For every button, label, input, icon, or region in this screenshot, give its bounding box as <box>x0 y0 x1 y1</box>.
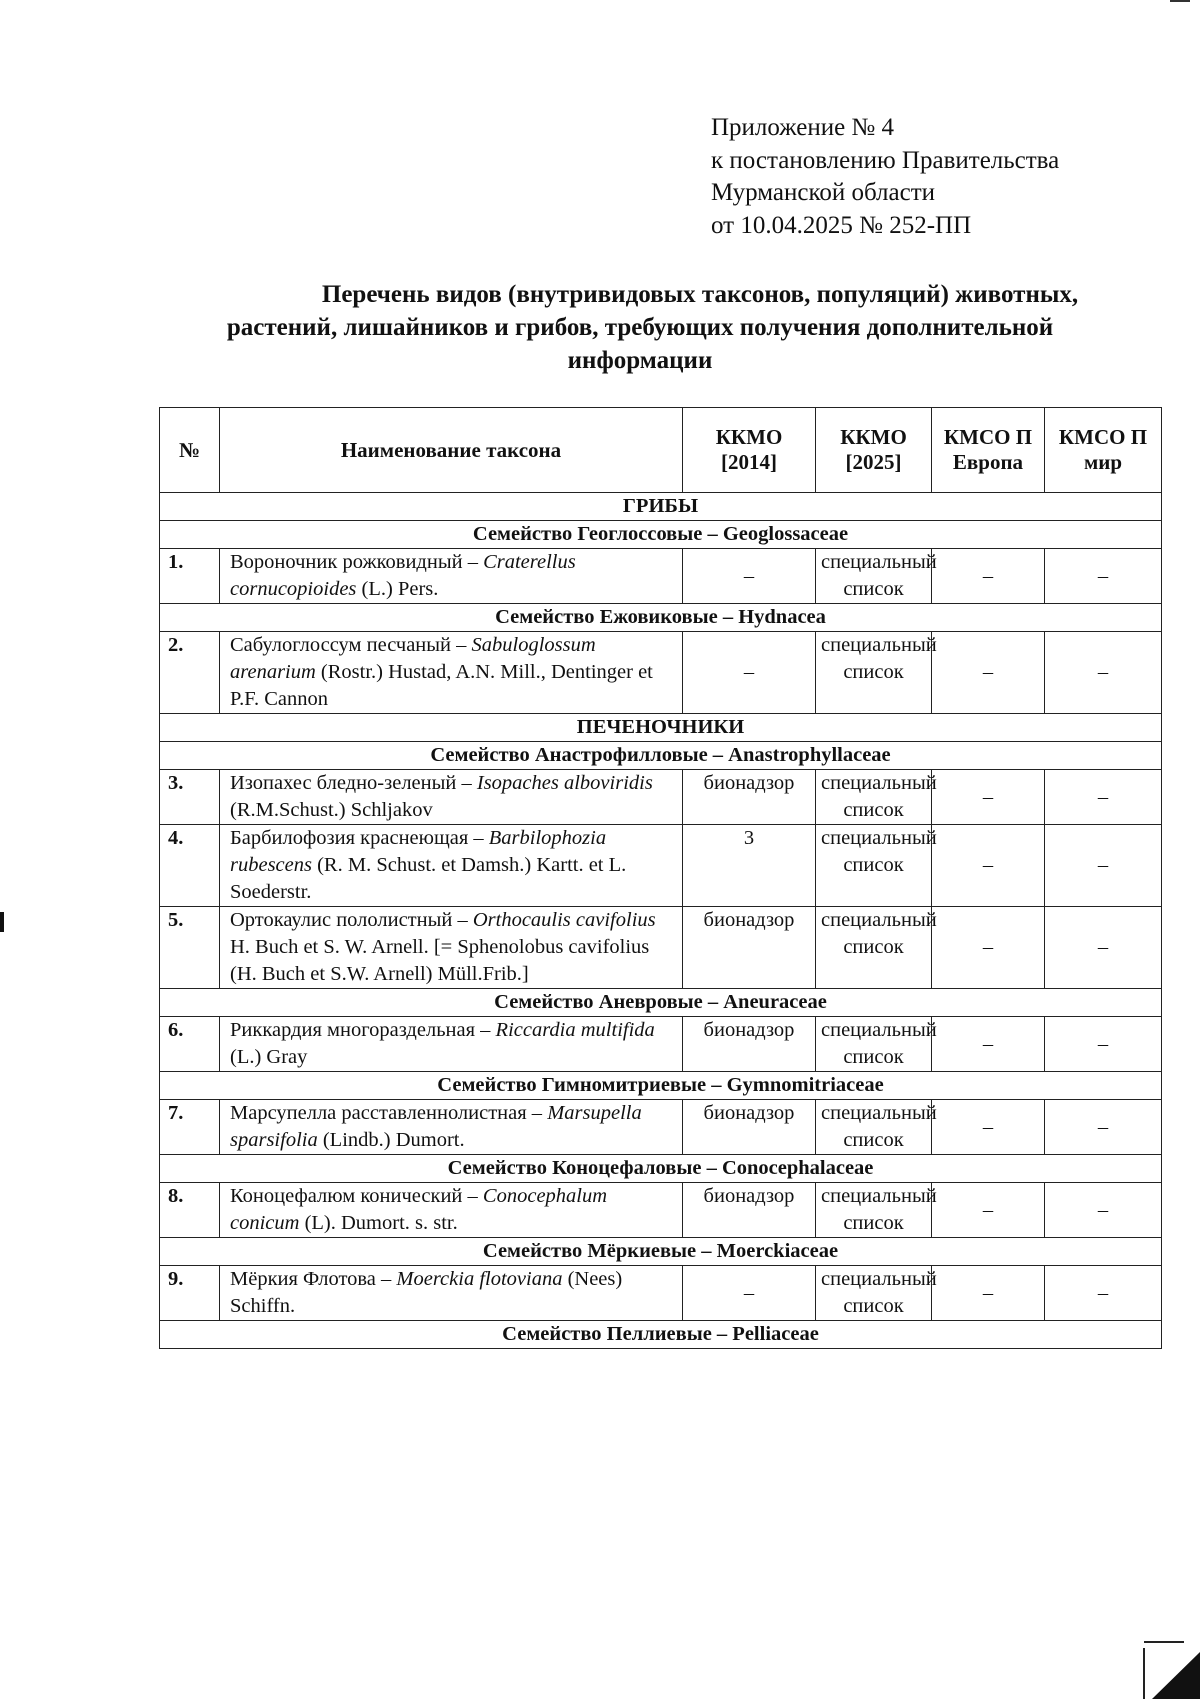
family-label: Семейство Геоглоссовые – Geoglossaceae <box>160 521 1162 549</box>
kkmo-2025-status: специальный список <box>816 907 932 989</box>
kkmo-2014-status: бионадзор <box>683 907 816 989</box>
table-row <box>160 1100 1162 1155</box>
appendix-resolution: к постановлению Правительства <box>711 146 1060 174</box>
family-row <box>160 1155 1162 1183</box>
table-row <box>160 1266 1162 1321</box>
title-line-2: растений, лишайников и грибов, требующих получения дополнительной <box>226 314 1054 341</box>
kkmo-2025-status: специальный список <box>816 632 932 714</box>
kkmo-2025-status: специальный список <box>816 825 932 907</box>
kkmo-2025-status: специальный список <box>816 549 932 604</box>
taxon-name-latin: Isopaches alboviridis <box>476 772 653 794</box>
taxon-name <box>220 907 683 989</box>
taxon-name-latin: Riccardia multifida <box>495 1019 655 1041</box>
taxon-name-latin: Orthocaulis cavifolius <box>472 909 656 931</box>
family-row <box>160 1238 1162 1266</box>
table-header-row <box>160 408 1162 493</box>
taxon-name-ru: Марсупелла расставленнолистная – <box>230 1102 548 1124</box>
kmso-europe-status: – <box>932 549 1045 604</box>
group-row <box>160 714 1162 742</box>
taxon-name-ru: Сабулоглоссум песчаный – <box>230 634 472 656</box>
family-label: Семейство Ежовиковые – Hydnacea <box>160 604 1162 632</box>
kkmo-2014-status: бионадзор <box>683 770 816 825</box>
family-row <box>160 604 1162 632</box>
row-number: 6. <box>160 1017 220 1072</box>
taxon-author: (Rostr.) Hustad, A.N. Mill., Dentinger et P.F. Cannon <box>230 661 653 710</box>
row-number: 5. <box>160 907 220 989</box>
taxon-name <box>220 825 683 907</box>
family-row <box>160 742 1162 770</box>
table-row <box>160 907 1162 989</box>
family-label: Семейство Гимномитриевые – Gymnomitriaceae <box>160 1072 1162 1100</box>
row-number: 2. <box>160 632 220 714</box>
row-number: 9. <box>160 1266 220 1321</box>
group-label: ПЕЧЕНОЧНИКИ <box>160 714 1162 742</box>
header-name: Наименование таксона <box>220 408 683 493</box>
kmso-world-status: – <box>1045 1183 1162 1238</box>
row-number: 8. <box>160 1183 220 1238</box>
appendix-region: Мурманской области <box>711 179 936 206</box>
taxa-table <box>159 407 1162 1349</box>
kkmo-2014-status: – <box>683 632 816 714</box>
family-row <box>160 1072 1162 1100</box>
kmso-europe-status: – <box>932 907 1045 989</box>
kmso-europe-status: – <box>932 632 1045 714</box>
taxon-author: (L). Dumort. s. str. <box>299 1212 458 1234</box>
taxon-name <box>220 770 683 825</box>
family-label: Семейство Аневровые – Aneuraceae <box>160 989 1162 1017</box>
taxon-name <box>220 1183 683 1238</box>
kmso-world-status: – <box>1045 549 1162 604</box>
kkmo-2014-status: бионадзор <box>683 1183 816 1238</box>
kkmo-2025-status: специальный список <box>816 770 932 825</box>
table-row <box>160 632 1162 714</box>
taxon-name <box>220 1266 683 1321</box>
kmso-europe-status: – <box>932 825 1045 907</box>
taxon-name-latin: Craterellus cornucopioides <box>230 551 576 600</box>
taxon-author: (L.) Gray <box>230 1046 308 1068</box>
taxon-name-latin: Marsupella sparsifolia <box>230 1102 642 1151</box>
taxon-name-ru: Коноцефалюм конический – <box>230 1185 483 1207</box>
kmso-europe-status: – <box>932 1017 1045 1072</box>
kkmo-2014-status: – <box>683 549 816 604</box>
taxon-name <box>220 1100 683 1155</box>
kmso-europe-status: – <box>932 770 1045 825</box>
kmso-europe-status: – <box>932 1266 1045 1321</box>
taxon-name-latin: Conocephalum conicum <box>230 1185 608 1234</box>
kmso-europe-status: – <box>932 1183 1045 1238</box>
group-row <box>160 493 1162 521</box>
taxon-author: H. Buch et S. W. Arnell. [= Sphenolobus cavifolius (H. Buch et S.W. Arnell) Müll.Frib.] <box>230 936 650 985</box>
table-row <box>160 549 1162 604</box>
kkmo-2025-status: специальный список <box>816 1017 932 1072</box>
taxon-author: (R.M.Schust.) Schljakov <box>230 799 433 821</box>
family-label: Семейство Мёркиевые – Moerckiaceae <box>160 1238 1162 1266</box>
title-line-1: Перечень видов (внутривидовых таксонов, популяций) животных, <box>321 281 1079 308</box>
kmso-europe-status: – <box>932 1100 1045 1155</box>
taxon-author: (L.) Pers. <box>356 578 439 600</box>
appendix-header <box>711 112 1059 242</box>
taxon-name <box>220 549 683 604</box>
taxon-author: (Lindb.) Dumort. <box>317 1129 465 1151</box>
kmso-world-status: – <box>1045 770 1162 825</box>
kmso-world-status: – <box>1045 1266 1162 1321</box>
kmso-world-status: – <box>1045 825 1162 907</box>
header-kmso-world: КМСО П мир <box>1045 408 1162 493</box>
kkmo-2025-status: специальный список <box>816 1266 932 1321</box>
row-number: 4. <box>160 825 220 907</box>
table-row <box>160 1017 1162 1072</box>
page-corner-mark <box>1140 1640 1200 1699</box>
taxon-name-ru: Барбилофозия краснеющая – <box>230 827 489 849</box>
family-row <box>160 1321 1162 1349</box>
taxon-name-ru: Мёркия Флотова – <box>230 1268 397 1290</box>
taxon-name-ru: Ортокаулис пололистный – <box>230 909 473 931</box>
taxon-name-ru: Риккардия многораздельная – <box>230 1019 496 1041</box>
document-title <box>160 278 1120 377</box>
header-kkmo-2025: ККМО [2025] <box>816 408 932 493</box>
kmso-world-status: – <box>1045 632 1162 714</box>
kmso-world-status: – <box>1045 1100 1162 1155</box>
taxon-name-ru: Вороночник рожковидный – <box>230 551 484 573</box>
row-number: 1. <box>160 549 220 604</box>
taxon-name-latin: Moerckia flotoviana <box>396 1268 563 1290</box>
taxon-name-ru: Изопахес бледно-зеленый – <box>230 772 477 794</box>
title-line-3: информации <box>567 347 713 374</box>
taxon-name-latin: Sabuloglossum arenarium <box>230 634 596 683</box>
table-body <box>160 493 1162 1349</box>
table-row <box>160 770 1162 825</box>
family-label: Семейство Коноцефаловые – Conocephalaceae <box>160 1155 1162 1183</box>
kmso-world-status: – <box>1045 907 1162 989</box>
taxon-name <box>220 632 683 714</box>
table-row <box>160 1183 1162 1238</box>
appendix-number: Приложение № 4 <box>711 114 895 141</box>
appendix-date: от 10.04.2025 № 252-ПП <box>711 211 972 239</box>
kkmo-2014-status: 3 <box>683 825 816 907</box>
family-row <box>160 521 1162 549</box>
taxon-author: (Nees) Schiffn. <box>230 1268 623 1317</box>
taxon-author: (R. M. Schust. et Damsh.) Kartt. et L. Soederstr. <box>230 854 627 903</box>
table-row <box>160 825 1162 907</box>
row-number: 7. <box>160 1100 220 1155</box>
kkmo-2014-status: бионадзор <box>683 1017 816 1072</box>
header-num: № <box>160 408 220 493</box>
family-row <box>160 989 1162 1017</box>
family-label: Семейство Анастрофилловые – Anastrophyllaceae <box>160 742 1162 770</box>
scan-edge-mark <box>1170 0 1190 2</box>
kkmo-2025-status: специальный список <box>816 1183 932 1238</box>
group-label: ГРИБЫ <box>160 493 1162 521</box>
kkmo-2014-status: – <box>683 1266 816 1321</box>
header-kkmo-2014: ККМО [2014] <box>683 408 816 493</box>
scan-margin-mark <box>0 912 4 932</box>
kkmo-2014-status: бионадзор <box>683 1100 816 1155</box>
kmso-world-status: – <box>1045 1017 1162 1072</box>
taxon-name <box>220 1017 683 1072</box>
header-kmso-europe: КМСО П Европа <box>932 408 1045 493</box>
row-number: 3. <box>160 770 220 825</box>
taxon-name-latin: Barbilophozia rubescens <box>230 827 607 876</box>
family-label: Семейство Пеллиевые – Pelliaceae <box>160 1321 1162 1349</box>
kkmo-2025-status: специальный список <box>816 1100 932 1155</box>
